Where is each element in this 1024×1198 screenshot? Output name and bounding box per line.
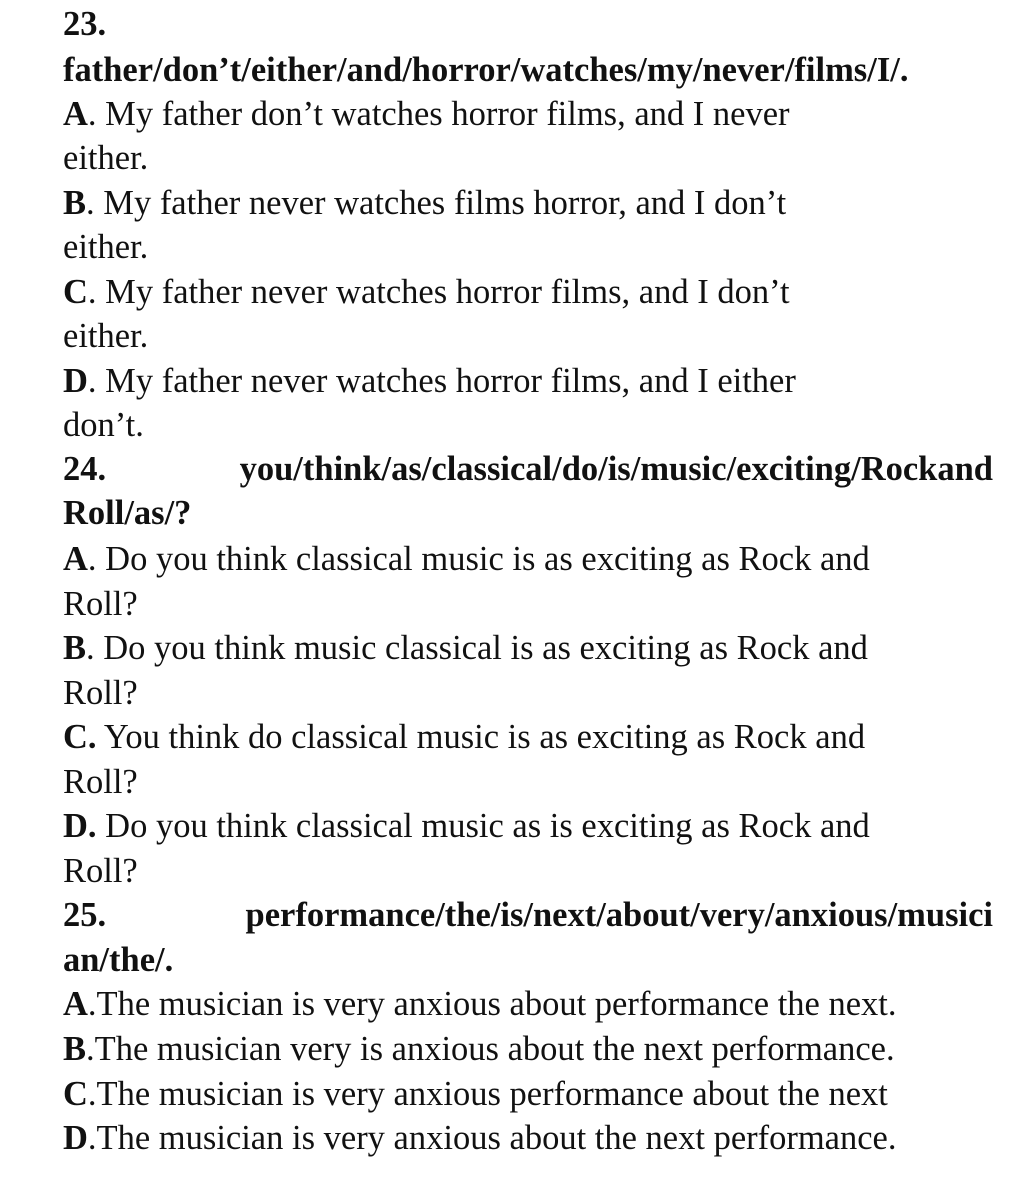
question-23-option-c-cont: either. <box>63 317 149 355</box>
question-25-option-b <box>63 1029 895 1069</box>
question-25-number: 25. <box>63 896 107 934</box>
question-25-option-c <box>63 1074 888 1114</box>
option-separator: . <box>87 95 106 133</box>
question-23-option-a-cont: either. <box>63 139 149 177</box>
question-23-option-b-cont: either. <box>63 228 149 266</box>
question-24-option-c <box>63 717 865 757</box>
option-separator: . <box>86 629 104 667</box>
option-text: The musician is very anxious performance about the next <box>96 1075 888 1113</box>
question-23-option-d-cont: don’t. <box>63 406 144 444</box>
option-text: You think do classical music is as exciting as Rock and <box>103 718 866 756</box>
option-letter: A <box>63 95 88 133</box>
option-text: My father don’t watches horror films, and I never <box>105 95 790 133</box>
question-24-number: 24. <box>63 450 107 488</box>
option-letter: D. <box>63 807 97 845</box>
question-24-prompt: you/think/as/classical/do/is/music/exciting/Rockand <box>239 450 993 488</box>
option-text: Do you think classical music is as exciting as Rock and <box>105 540 870 578</box>
option-separator: . <box>87 362 106 400</box>
option-letter: D <box>63 362 88 400</box>
option-text: Do you think music classical is as exciting as Rock and <box>103 629 868 667</box>
option-separator: . <box>87 985 97 1023</box>
question-23-prompt: father/don’t/either/and/horror/watches/my/never/films/I/. <box>63 51 909 89</box>
question-25-option-d <box>63 1118 897 1158</box>
option-text: The musician is very anxious about performance the next. <box>96 985 897 1023</box>
question-25-heading <box>63 895 993 935</box>
option-text: My father never watches films horror, and I don’t <box>103 184 787 222</box>
question-24-option-a <box>63 539 870 579</box>
option-letter: D <box>63 1119 88 1157</box>
option-text: The musician very is anxious about the next performance. <box>94 1030 895 1068</box>
question-23-option-b <box>63 183 786 223</box>
option-letter: B <box>63 629 87 667</box>
question-24-option-a-cont: Roll? <box>63 585 138 623</box>
question-24-option-d-cont: Roll? <box>63 852 138 890</box>
option-separator: . <box>87 540 106 578</box>
option-letter: C <box>63 273 88 311</box>
option-letter: B <box>63 1030 87 1068</box>
option-separator: . <box>87 273 106 311</box>
question-24-heading <box>63 449 993 489</box>
question-23-number: 23. <box>63 5 107 43</box>
question-24-option-c-cont: Roll? <box>63 763 138 801</box>
question-23-option-a <box>63 94 790 134</box>
option-separator <box>97 807 106 845</box>
option-separator: . <box>87 1075 97 1113</box>
option-letter: A <box>63 985 88 1023</box>
question-24-option-b <box>63 628 868 668</box>
option-letter: A <box>63 540 88 578</box>
question-23-option-c <box>63 272 790 312</box>
option-separator <box>97 718 104 756</box>
option-letter: B <box>63 184 87 222</box>
option-separator: . <box>86 1030 95 1068</box>
option-text: The musician is very anxious about the next performance. <box>96 1119 897 1157</box>
option-text: My father never watches horror films, and I don’t <box>105 273 790 311</box>
option-letter: C <box>63 1075 88 1113</box>
option-text: My father never watches horror films, and I either <box>105 362 796 400</box>
option-separator: . <box>86 184 104 222</box>
question-24-prompt-cont: Roll/as/? <box>63 494 192 532</box>
option-letter: C. <box>63 718 97 756</box>
question-25-prompt-cont: an/the/. <box>63 941 174 979</box>
question-25-prompt: performance/the/is/next/about/very/anxious/musici <box>245 896 993 934</box>
option-text: Do you think classical music as is exciting as Rock and <box>105 807 870 845</box>
question-25-option-a <box>63 984 897 1024</box>
question-24-option-d <box>63 806 870 846</box>
question-24-option-b-cont: Roll? <box>63 674 138 712</box>
question-23-option-d <box>63 361 796 401</box>
option-separator: . <box>87 1119 97 1157</box>
